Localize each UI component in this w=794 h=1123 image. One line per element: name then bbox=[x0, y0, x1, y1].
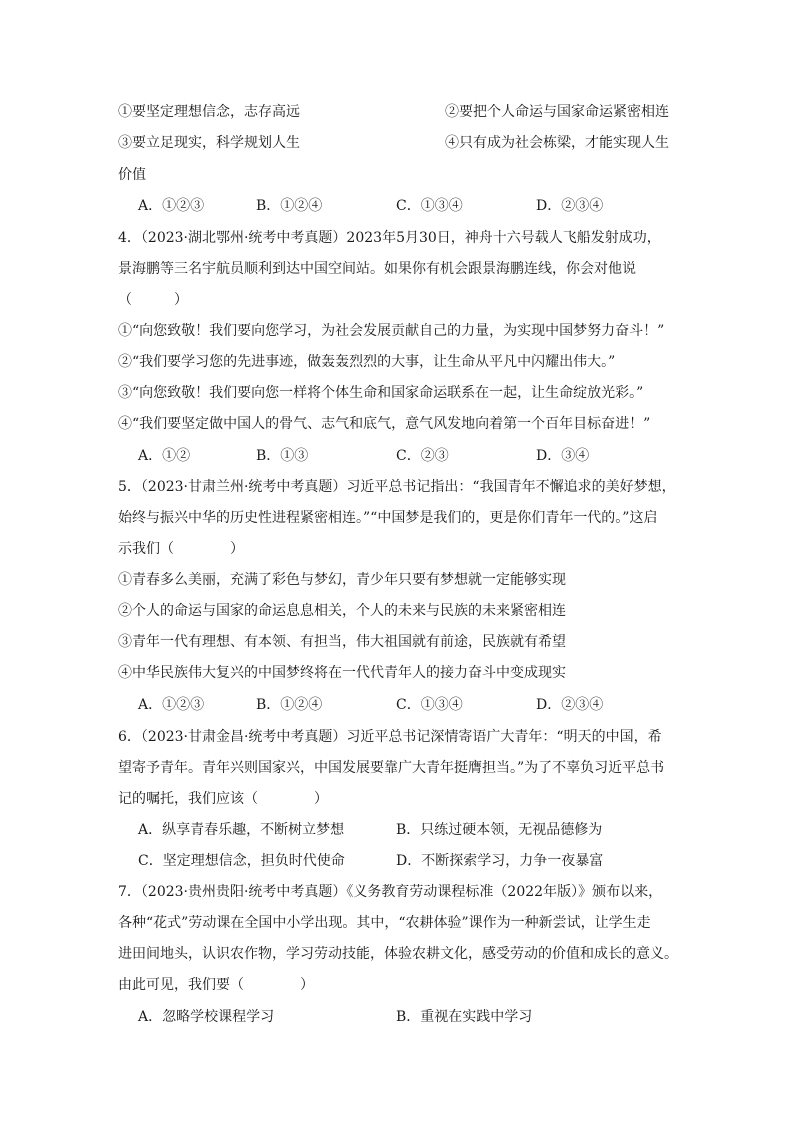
q5-option-c[interactable]: C．①③④ bbox=[396, 697, 463, 713]
q6-option-a[interactable]: A．纵享青春乐趣，不断树立梦想 bbox=[138, 822, 345, 838]
q5-stem-line-3: 示我们（ ） bbox=[118, 541, 244, 557]
q4-option-d[interactable]: D．③④ bbox=[536, 448, 590, 464]
q6-option-d[interactable]: D．不断探索学习，力争一夜暴富 bbox=[396, 853, 604, 869]
q3-statement-4-continued: 价值 bbox=[118, 167, 146, 183]
q4-statement-4: ④“我们要坚定做中国人的骨气、志气和底气，意气风发地向着第一个百年目标奋进！” bbox=[118, 416, 651, 432]
q6-stem-line-3: 记的嘱托，我们应该（ ） bbox=[118, 791, 328, 807]
q3-option-a[interactable]: A．①②③ bbox=[138, 198, 205, 214]
q5-stem-line-2: 始终与振兴中华的历史性进程紧密相连。”“中国梦是我们的，更是你们青年一代的。”这启 bbox=[118, 510, 658, 526]
q3-statement-3: ③要立足现实，科学规划人生 bbox=[118, 135, 300, 151]
q4-statement-3: ③“向您致敬！我们要向您一样将个体生命和国家命运联系在一起，让生命绽放光彩。” bbox=[118, 385, 644, 401]
q3-option-c[interactable]: C．①③④ bbox=[396, 198, 463, 214]
q4-option-c[interactable]: C．②③ bbox=[396, 448, 449, 464]
q3-statement-2: ②要把个人命运与国家命运紧密相连 bbox=[445, 104, 669, 120]
q4-answer-blank: （ ） bbox=[118, 292, 188, 308]
q5-option-d[interactable]: D．②③④ bbox=[536, 697, 604, 713]
q6-option-b[interactable]: B．只练过硬本领，无视品德修为 bbox=[396, 822, 603, 838]
q6-stem-line-1: 6．（2023·甘肃金昌·统考中考真题）习近平总书记深情寄语广大青年：“明天的中国，希 bbox=[118, 729, 662, 745]
q6-option-c[interactable]: C．坚定理想信念，担负时代使命 bbox=[138, 853, 345, 869]
q5-option-a[interactable]: A．①②③ bbox=[138, 697, 205, 713]
q7-stem-line-1: 7．（2023·贵州贵阳·统考中考真题）《义务教育劳动课程标准（2022年版）》颁布以来， bbox=[118, 884, 663, 900]
q5-option-b[interactable]: B．①②④ bbox=[256, 697, 323, 713]
q7-option-b[interactable]: B．重视在实践中学习 bbox=[396, 1009, 533, 1025]
q5-statement-3: ③青年一代有理想、有本领、有担当，伟大祖国就有前途，民族就有希望 bbox=[118, 634, 566, 650]
q4-statement-2: ②“我们要学习您的先进事迹，做轰轰烈烈的大事，让生命从平凡中闪耀出伟大。” bbox=[118, 354, 616, 370]
q3-option-d[interactable]: D．②③④ bbox=[536, 198, 604, 214]
q7-stem-line-4: 由此可见，我们要（ ） bbox=[118, 977, 314, 993]
q7-option-a[interactable]: A．忽略学校课程学习 bbox=[138, 1009, 275, 1025]
q7-stem-line-3: 进田间地头，认识农作物，学习劳动技能，体验农耕文化，感受劳动的价值和成长的意义。 bbox=[118, 946, 678, 962]
q3-option-b[interactable]: B．①②④ bbox=[256, 198, 323, 214]
q6-stem-line-2: 望寄予青年。青年兴则国家兴，中国发展要靠广大青年挺膺担当。”为了不辜负习近平总书 bbox=[118, 760, 665, 776]
q3-statement-1: ①要坚定理想信念，志存高远 bbox=[118, 104, 300, 120]
q4-stem-line-2: 景海鹏等三名宇航员顺利到达中国空间站。如果你有机会跟景海鹏连线，你会对他说 bbox=[118, 261, 636, 277]
q4-statement-1: ①“向您致敬！我们要向您学习，为社会发展贡献自己的力量，为实现中国梦努力奋斗！” bbox=[118, 323, 665, 339]
q4-stem-line-1: 4．（2023·湖北鄂州·统考中考真题）2023年5月30日，神舟十六号载人飞船发射成功， bbox=[118, 230, 661, 246]
q5-statement-4: ④中华民族伟大复兴的中国梦终将在一代代青年人的接力奋斗中变成现实 bbox=[118, 665, 566, 681]
q3-statement-4: ④只有成为社会栋梁，才能实现人生 bbox=[445, 135, 669, 151]
q5-stem-line-1: 5．（2023·甘肃兰州·统考中考真题）习近平总书记指出：“我国青年不懈追求的美好梦想， bbox=[118, 479, 676, 495]
q4-option-b[interactable]: B．①③ bbox=[256, 448, 309, 464]
q4-option-a[interactable]: A．①② bbox=[138, 448, 191, 464]
q5-statement-2: ②个人的命运与国家的命运息息相关，个人的未来与民族的未来紧密相连 bbox=[118, 603, 566, 619]
q7-stem-line-2: 各种“花式”劳动课在全国中小学出现。其中，“农耕体验”课作为一种新尝试，让学生走 bbox=[118, 915, 651, 931]
q5-statement-1: ①青春多么美丽，充满了彩色与梦幻，青少年只要有梦想就一定能够实现 bbox=[118, 572, 566, 588]
